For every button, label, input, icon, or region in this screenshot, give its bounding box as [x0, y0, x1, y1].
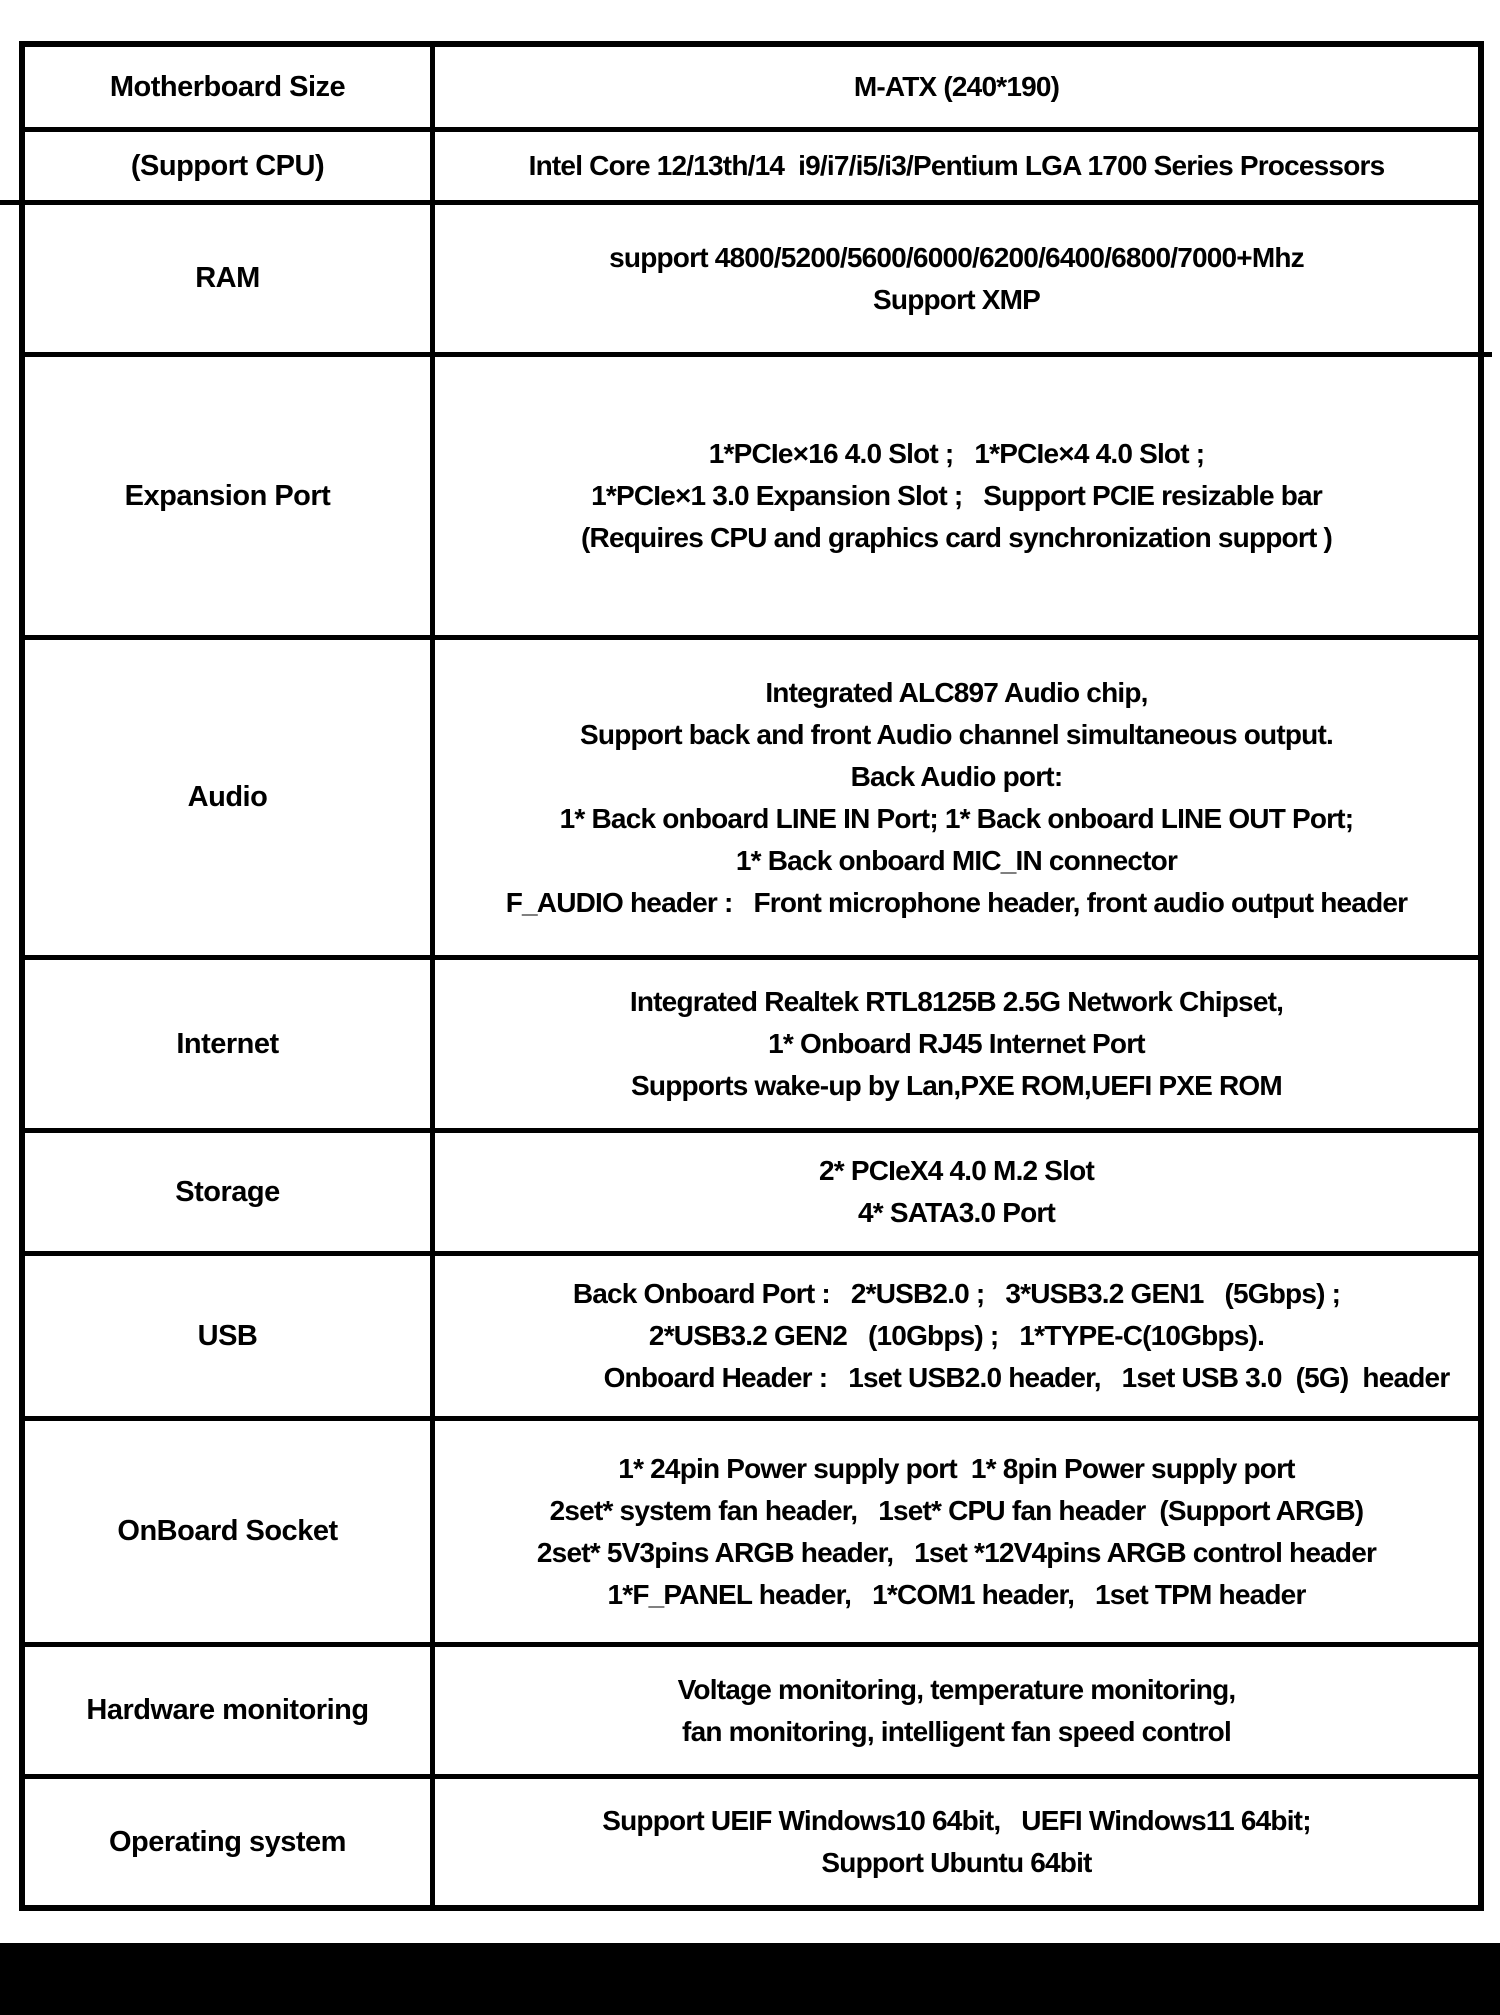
spec-value	[435, 132, 1478, 200]
spec-value-line: 2* PCIeX4 4.0 M.2 Slot	[819, 1155, 1094, 1186]
spec-value-line: 2set* 5V3pins ARGB header, 1set *12V4pins ARGB control header	[536, 1536, 1377, 1568]
spec-row-motherboard-size	[25, 47, 1478, 132]
spec-value-line: 4* SATA3.0 Port	[857, 1197, 1056, 1228]
footer-bar	[0, 1943, 1500, 2015]
spec-row-hardware-monitoring	[25, 1647, 1478, 1779]
spec-row-usb	[25, 1256, 1478, 1421]
spec-value	[435, 1779, 1478, 1905]
spec-value-line: fan monitoring, intelligent fan speed control	[682, 1715, 1231, 1747]
spec-value-line: Supports wake-up by Lan,PXE ROM,UEFI PXE ROM	[631, 1070, 1282, 1101]
spec-value-line: Intel Core 12/13th/14 i9/i7/i5/i3/Pentium LGA 1700 Series Processors	[528, 150, 1385, 181]
spec-value-line: Back Audio port:	[850, 760, 1063, 792]
spec-label: Expansion Port	[25, 357, 435, 635]
spec-label: RAM	[25, 205, 435, 352]
spec-value-line: 1* Back onboard LINE IN Port; 1* Back onboard LINE OUT Port;	[559, 802, 1354, 834]
spec-label: Hardware monitoring	[25, 1647, 435, 1774]
spec-label: Internet	[25, 960, 435, 1128]
spec-row-storage	[25, 1133, 1478, 1256]
spec-value-line: 1*PCIe×1 3.0 Expansion Slot ; Support PCIE resizable bar	[591, 480, 1322, 511]
spec-value-line: Support UEIF Windows10 64bit, UEFI Windows11 64bit;	[602, 1805, 1311, 1836]
spec-value	[435, 1256, 1478, 1416]
spec-value	[435, 960, 1478, 1128]
spec-value-line: Support Ubuntu 64bit	[821, 1847, 1092, 1878]
spec-value-line: 1* 24pin Power supply port 1* 8pin Power supply port	[618, 1452, 1295, 1484]
spec-value-line: Support XMP	[873, 283, 1040, 315]
spec-label: Motherboard Size	[25, 47, 435, 127]
spec-value-line: 2*USB3.2 GEN2 (10Gbps) ; 1*TYPE-C(10Gbps).	[648, 1320, 1265, 1351]
spec-value	[435, 357, 1478, 635]
spec-value-line: support 4800/5200/5600/6000/6200/6400/6800/7000+Mhz	[609, 241, 1304, 273]
spec-label: Operating system	[25, 1779, 435, 1905]
spec-value-line: 1* Back onboard MIC_IN connector	[735, 844, 1178, 876]
spec-row-ram	[25, 205, 1478, 357]
spec-value-line: Integrated ALC897 Audio chip,	[765, 676, 1148, 708]
spec-label: Storage	[25, 1133, 435, 1251]
spec-value-line: 1* Onboard RJ45 Internet Port	[768, 1028, 1145, 1059]
spec-label: OnBoard Socket	[25, 1421, 435, 1642]
spec-value	[435, 1647, 1478, 1774]
spec-row-expansion-port	[25, 357, 1478, 640]
spec-value-line: 1*F_PANEL header, 1*COM1 header, 1set TPM header	[607, 1578, 1306, 1610]
spec-value	[435, 205, 1478, 352]
spec-row-support-cpu	[25, 132, 1478, 205]
spec-value-line: (Requires CPU and graphics card synchronization support )	[581, 522, 1332, 553]
spec-value	[435, 1421, 1478, 1642]
spec-value-line: Voltage monitoring, temperature monitoring,	[677, 1673, 1236, 1705]
spec-row-audio	[25, 640, 1478, 960]
spec-value-line: Support back and front Audio channel simultaneous output.	[580, 718, 1333, 750]
spec-value	[435, 640, 1478, 955]
spec-label: USB	[25, 1256, 435, 1416]
spec-value-line: F_AUDIO header : Front microphone header, front audio output header	[505, 886, 1408, 918]
spec-value-line: Back Onboard Port : 2*USB2.0 ; 3*USB3.2 GEN1 (5Gbps) ;	[572, 1278, 1341, 1309]
spec-row-internet	[25, 960, 1478, 1133]
spec-value-line: M-ATX (240*190)	[853, 71, 1060, 102]
spec-row-operating-system	[25, 1779, 1478, 1905]
spec-label: Audio	[25, 640, 435, 955]
spec-value-line: Onboard Header : 1set USB2.0 header, 1set USB 3.0 (5G) header	[603, 1362, 1450, 1393]
divider-overhang-right	[1482, 352, 1492, 357]
spec-row-onboard-socket	[25, 1421, 1478, 1647]
motherboard-spec-table	[19, 41, 1484, 1911]
spec-label: (Support CPU)	[25, 132, 435, 200]
spec-value	[435, 1133, 1478, 1251]
divider-bleed-left	[0, 200, 20, 205]
spec-value-line: 2set* system fan header, 1set* CPU fan header (Support ARGB)	[549, 1494, 1364, 1526]
spec-value	[435, 47, 1478, 127]
spec-value-line: Integrated Realtek RTL8125B 2.5G Network Chipset,	[629, 986, 1284, 1017]
spec-value-line: 1*PCIe×16 4.0 Slot ; 1*PCIe×4 4.0 Slot ;	[708, 438, 1205, 469]
